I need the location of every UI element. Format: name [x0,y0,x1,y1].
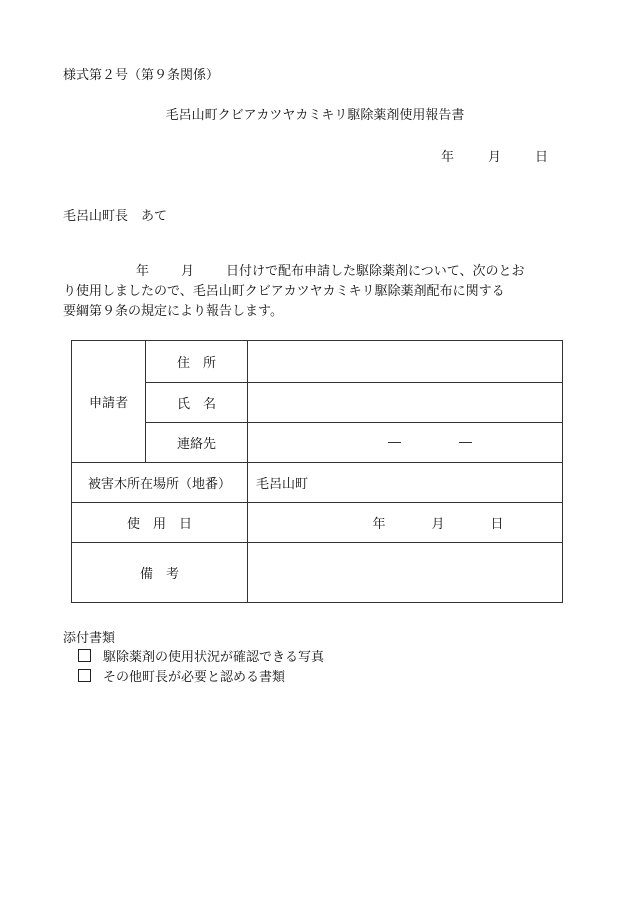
date-day: 日 [534,150,548,165]
use-date-year: 年 [372,517,386,532]
checkbox-icon[interactable] [78,649,91,662]
applicant-label: 申請者 [72,341,146,463]
remarks-label: 備 考 [72,543,248,603]
submission-date [441,146,548,165]
report-table [71,340,563,603]
date-year: 年 [440,150,454,165]
form-number-label: 様式第２号（第９条関係） [63,68,220,83]
contact-dash-1: ― [388,435,401,450]
address-label: 住 所 [146,341,248,383]
body-line1: 日付けで配布申請した駆除薬剤について、次のとお [226,264,525,279]
addressee: 毛呂山町長 あて [63,209,168,224]
location-field[interactable] [248,463,563,503]
use-date-label: 使 用 日 [72,503,248,543]
contact-dash-2: ― [459,435,472,450]
date-month: 月 [487,150,501,165]
use-date-month: 月 [431,517,445,532]
attachment-item [78,646,324,665]
body-line2: り使用しましたので、毛呂山町クビアカツヤカミキリ駆除薬剤配布に関する [63,284,505,299]
remarks-field[interactable] [248,543,563,603]
body-year: 年 [136,264,150,279]
name-label: 氏 名 [146,383,248,423]
use-date-field[interactable] [248,503,563,543]
contact-field[interactable] [248,423,563,463]
checkbox-icon[interactable] [78,669,91,682]
use-date-day: 日 [490,517,504,532]
attachment-label: 駆除薬剤の使用状況が確認できる写真 [103,650,325,665]
attachments-heading: 添付書類 [63,631,116,646]
location-value: 毛呂山町 [256,477,309,492]
location-label: 被害木所在場所（地番） [72,463,248,503]
attachment-item [78,666,285,685]
report-body-text [63,262,568,322]
attachment-label: その他町長が必要と認める書類 [103,670,286,685]
contact-label: 連絡先 [146,423,248,463]
name-field[interactable] [248,383,563,423]
document-title: 毛呂山町クビアカツヤカミキリ駆除薬剤使用報告書 [165,108,465,123]
address-field[interactable] [248,341,563,383]
body-month: 月 [181,264,195,279]
body-line3: 要綱第９条の規定により報告します。 [63,304,283,319]
